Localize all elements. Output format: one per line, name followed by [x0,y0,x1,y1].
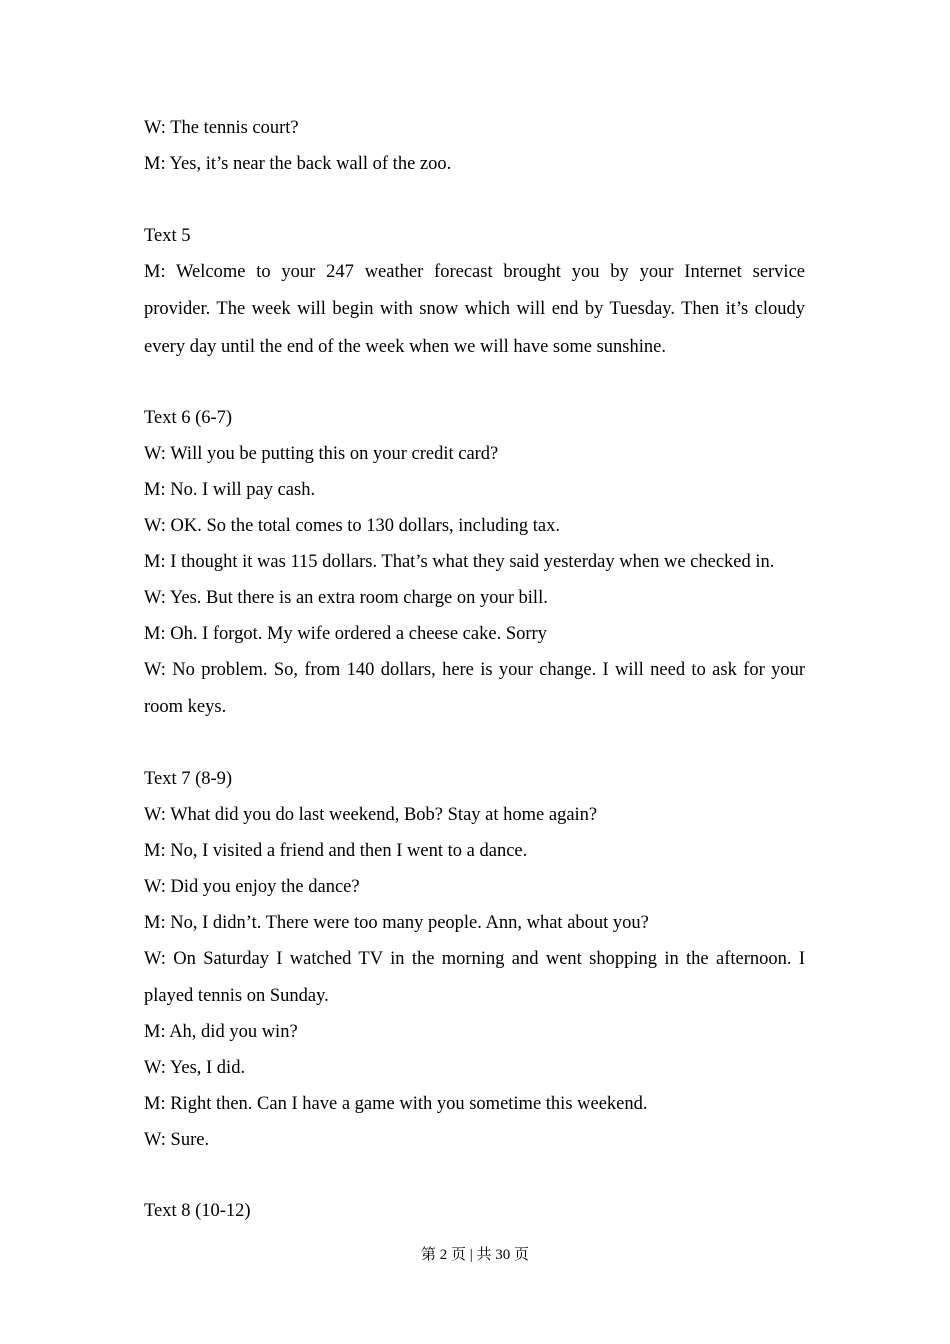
dialogue-line: W: Yes. But there is an extra room charge on your bill. [144,588,548,608]
dialogue-line: W: What did you do last weekend, Bob? Stay at home again? [144,805,598,825]
section-heading: Text 7 (8-9) [144,769,233,789]
dialogue-line: W: Did you enjoy the dance? [144,877,360,897]
page-footer: 第 2 页 | 共 30 页 [420,1247,529,1263]
dialogue-line: M: No, I didn’t. There were too many people. Ann, what about you? [144,913,649,933]
dialogue-line: M: Yes, it’s near the back wall of the zoo. [144,154,452,174]
dialogue-line: W: Will you be putting this on your credit card? [144,444,499,464]
section-heading: Text 6 (6-7) [144,408,233,428]
dialogue-line: W: No problem. So, from 140 dollars, here is your change. I will need to ask for your [144,660,805,680]
dialogue-line: M: Right then. Can I have a game with you sometime this weekend. [144,1094,648,1114]
dialogue-line: M: Oh. I forgot. My wife ordered a cheese cake. Sorry [144,624,547,644]
section-heading: Text 5 [144,226,191,246]
dialogue-line: M: I thought it was 115 dollars. That’s what they said yesterday when we checked in. [144,552,775,572]
dialogue-line: M: No. I will pay cash. [144,480,316,500]
dialogue-line: W: OK. So the total comes to 130 dollars, including tax. [144,516,561,536]
dialogue-line: W: The tennis court? [144,118,299,138]
dialogue-line: played tennis on Sunday. [144,986,329,1006]
dialogue-line: W: Yes, I did. [144,1058,246,1078]
dialogue-line: M: Ah, did you win? [144,1022,298,1042]
dialogue-line: W: On Saturday I watched TV in the morning and went shopping in the afternoon. I [144,949,805,969]
dialogue-line: room keys. [144,697,227,717]
dialogue-line: every day until the end of the week when we will have some sunshine. [144,337,666,357]
dialogue-line: provider. The week will begin with snow which will end by Tuesday. Then it’s cloudy [144,299,805,319]
dialogue-line: W: Sure. [144,1130,210,1150]
dialogue-line: M: No, I visited a friend and then I went to a dance. [144,841,528,861]
dialogue-line: M: Welcome to your 247 weather forecast brought you by your Internet service [144,262,805,282]
section-heading: Text 8 (10-12) [144,1201,251,1221]
